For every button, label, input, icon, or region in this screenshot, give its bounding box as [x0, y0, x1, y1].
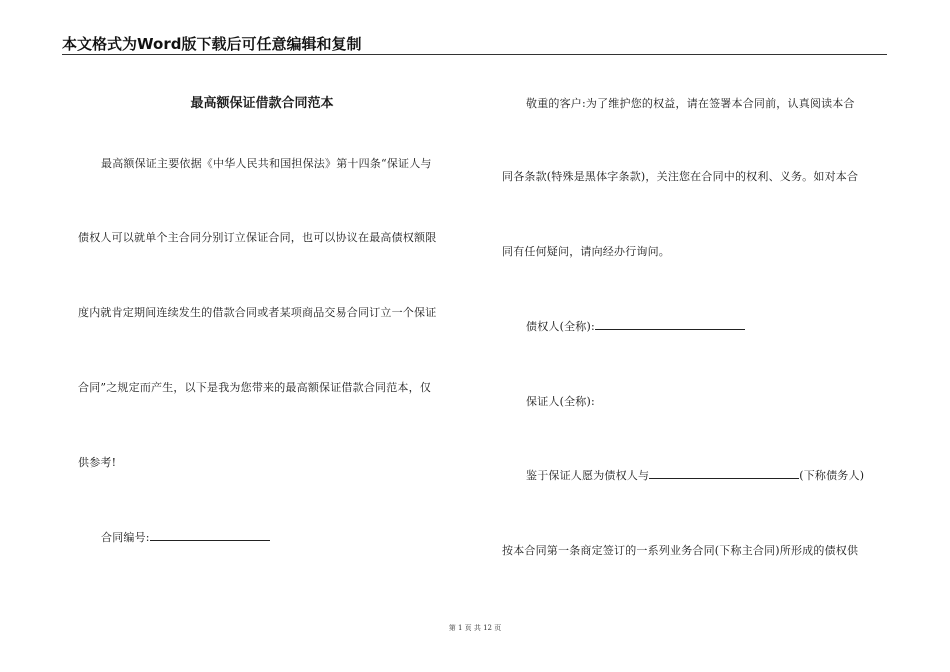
creditor-blank: [595, 318, 745, 330]
creditor-label: 债权人(全称):: [526, 320, 595, 333]
whereas-row: [526, 467, 864, 483]
main-contract-line: 按本合同第一条商定签订的一系列业务合同(下称主合同)所形成的债权供: [502, 544, 859, 557]
contract-number-label: 合同编号:: [101, 531, 150, 544]
intro-line-3: 度内就肯定期间连续发生的借款合同或者某项商品交易合同订立一个保证: [78, 306, 437, 319]
whereas-suffix: (下称债务人): [799, 469, 865, 482]
notice-line-1: 敬重的客户:为了维护您的权益，请在签署本合同前，认真阅读本合: [526, 97, 855, 110]
intro-line-2: 债权人可以就单个主合同分别订立保证合同，也可以协议在最高债权额限: [78, 231, 437, 244]
page-footer: 第 1 页 共 12 页: [448, 624, 502, 632]
notice-line-2: 同各条款(特殊是黑体字条款)，关注您在合同中的权利、义务。如对本合: [502, 170, 859, 183]
intro-line-4: 合同”之规定而产生，以下是我为您带来的最高额保证借款合同范本，仅: [78, 381, 432, 394]
debtor-blank: [649, 467, 799, 479]
document-header: 本文格式为Word版下载后可任意编辑和复制: [62, 35, 362, 53]
contract-number-row: [101, 529, 270, 545]
document-title: 最高额保证借款合同范本: [190, 96, 334, 111]
notice-line-3: 同有任何疑问，请向经办行询问。: [502, 245, 670, 258]
header-divider: [62, 54, 887, 55]
contract-number-blank: [150, 529, 270, 541]
guarantor-row: [526, 393, 595, 409]
intro-line-5: 供参考!: [78, 456, 117, 469]
intro-line-1: 最高额保证主要依据《中华人民共和国担保法》第十四条“保证人与: [101, 157, 432, 170]
guarantor-label: 保证人(全称):: [526, 395, 595, 408]
creditor-row: [526, 318, 745, 334]
whereas-prefix: 鉴于保证人愿为债权人与: [526, 469, 650, 482]
